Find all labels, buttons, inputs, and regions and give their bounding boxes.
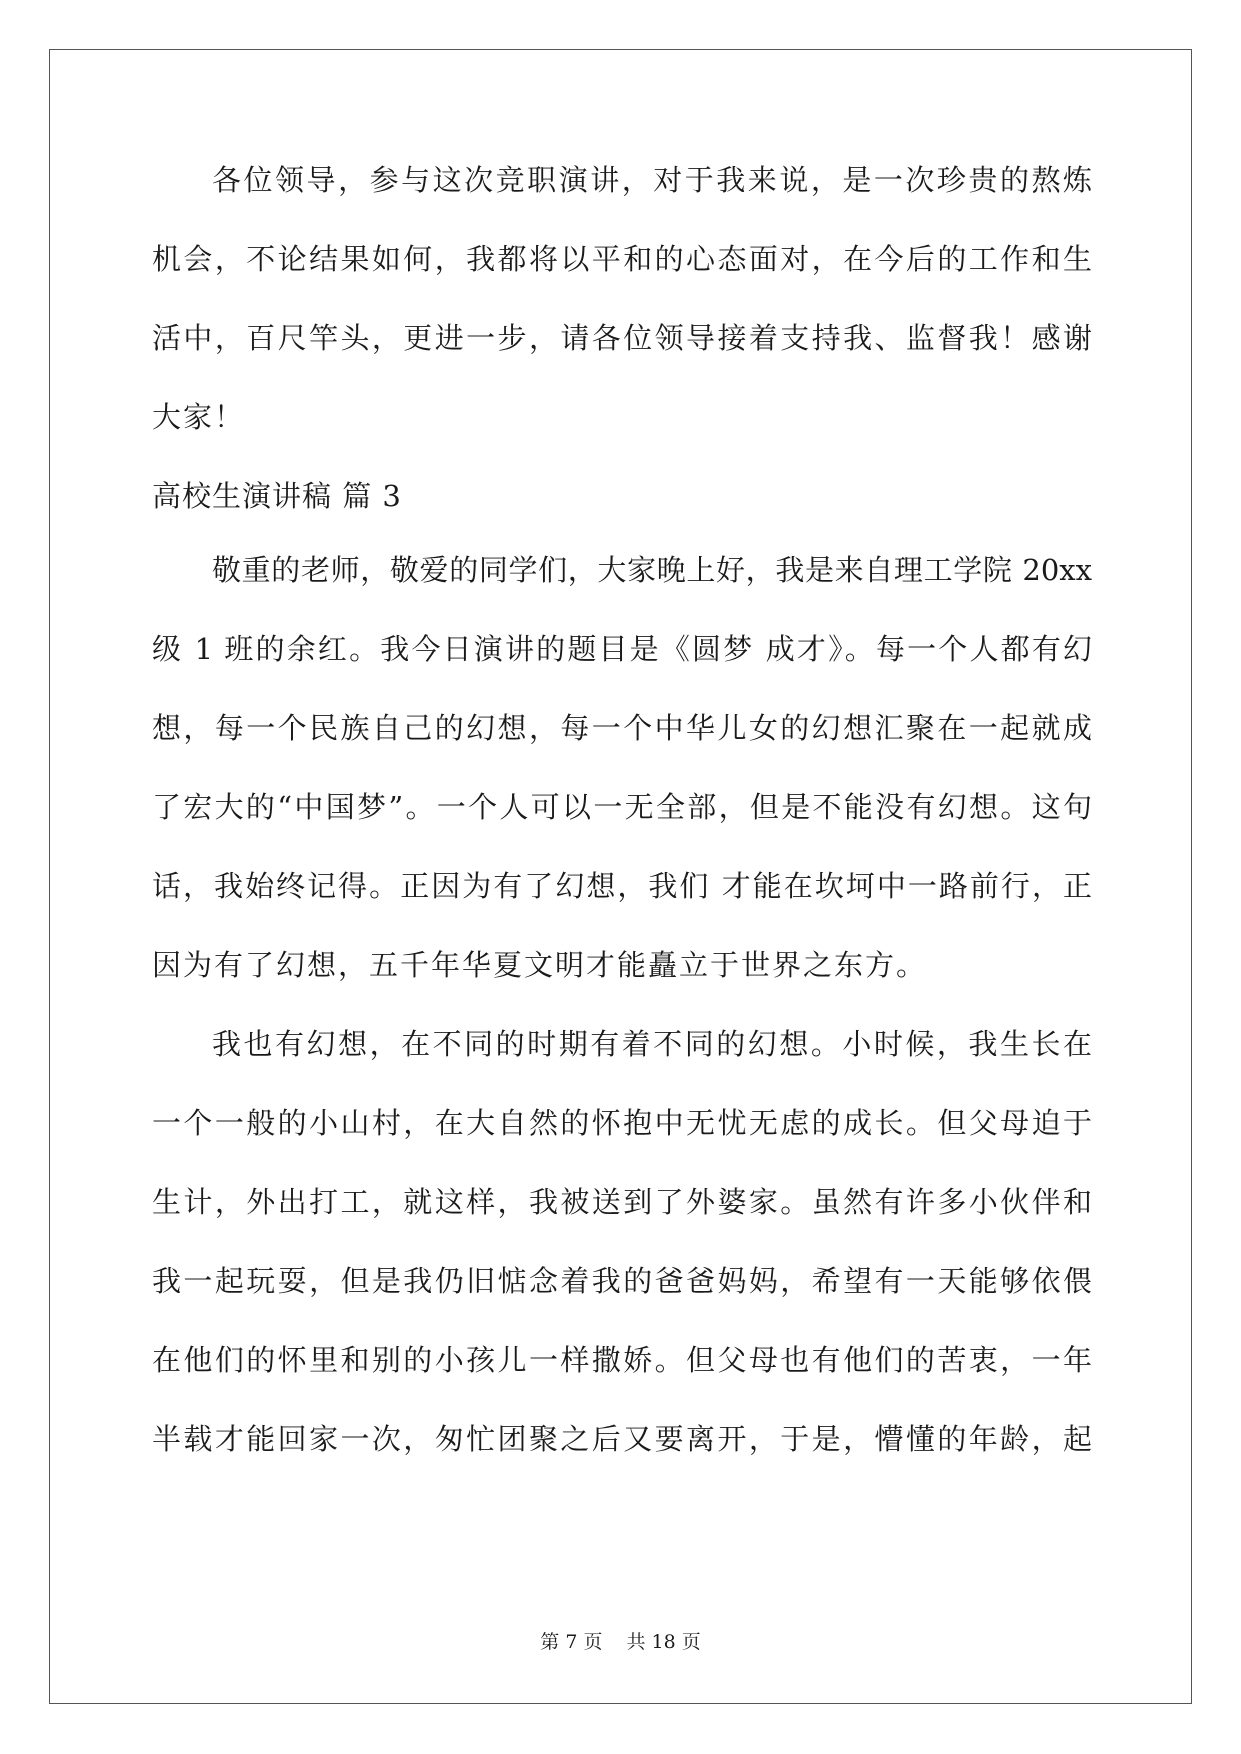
page-number-total: 共 18 页	[626, 1631, 701, 1653]
paragraph-line: 在他们的怀里和别的小孩儿一样撒娇。但父母也有他们的苦衷，一年	[152, 1343, 1092, 1377]
paragraph-line: 级 1 班的余红。我今日演讲的题目是《圆梦 成才》。每一个人都有幻	[152, 632, 1092, 666]
paragraph-line: 活中，百尺竿头，更进一步，请各位领导接着支持我、监督我！感谢	[152, 321, 1092, 355]
paragraph-line: 话，我始终记得。正因为有了幻想，我们 才能在坎坷中一路前行，正	[152, 869, 1092, 903]
paragraph-line: 半载才能回家一次，匆忙团聚之后又要离开，于是，懵懂的年龄，起	[152, 1422, 1092, 1456]
paragraph-line: 一个一般的小山村，在大自然的怀抱中无忧无虑的成长。但父母迫于	[152, 1106, 1092, 1140]
paragraph-line: 各位领导，参与这次竞职演讲，对于我来说，是一次珍贵的熬炼	[212, 163, 1092, 197]
paragraph-line: 机会，不论结果如何，我都将以平和的心态面对，在今后的工作和生	[152, 242, 1092, 276]
paragraph-line: 我也有幻想，在不同的时期有着不同的幻想。小时候，我生长在	[212, 1027, 1092, 1061]
paragraph-line: 了宏大的“中国梦”。一个人可以一无全部，但是不能没有幻想。这句	[152, 790, 1092, 824]
paragraph-line: 敬重的老师，敬爱的同学们，大家晚上好，我是来自理工学院 20xx	[212, 553, 1092, 587]
paragraph-line: 大家！	[152, 400, 246, 434]
document-body	[152, 160, 1092, 1498]
paragraph-line: 生计，外出打工，就这样，我被送到了外婆家。虽然有许多小伙伴和	[152, 1185, 1092, 1219]
page-footer	[0, 1627, 1241, 1654]
paragraph-line: 我一起玩耍，但是我仍旧惦念着我的爸爸妈妈，希望有一天能够依偎	[152, 1264, 1092, 1298]
paragraph-line: 想，每一个民族自己的幻想，每一个中华儿女的幻想汇聚在一起就成	[152, 711, 1092, 745]
section-heading: 高校生演讲稿 篇 3	[152, 479, 402, 513]
paragraph-line: 因为有了幻想，五千年华夏文明才能矗立于世界之东方。	[152, 948, 928, 982]
page-number-current: 第 7 页	[540, 1631, 603, 1653]
